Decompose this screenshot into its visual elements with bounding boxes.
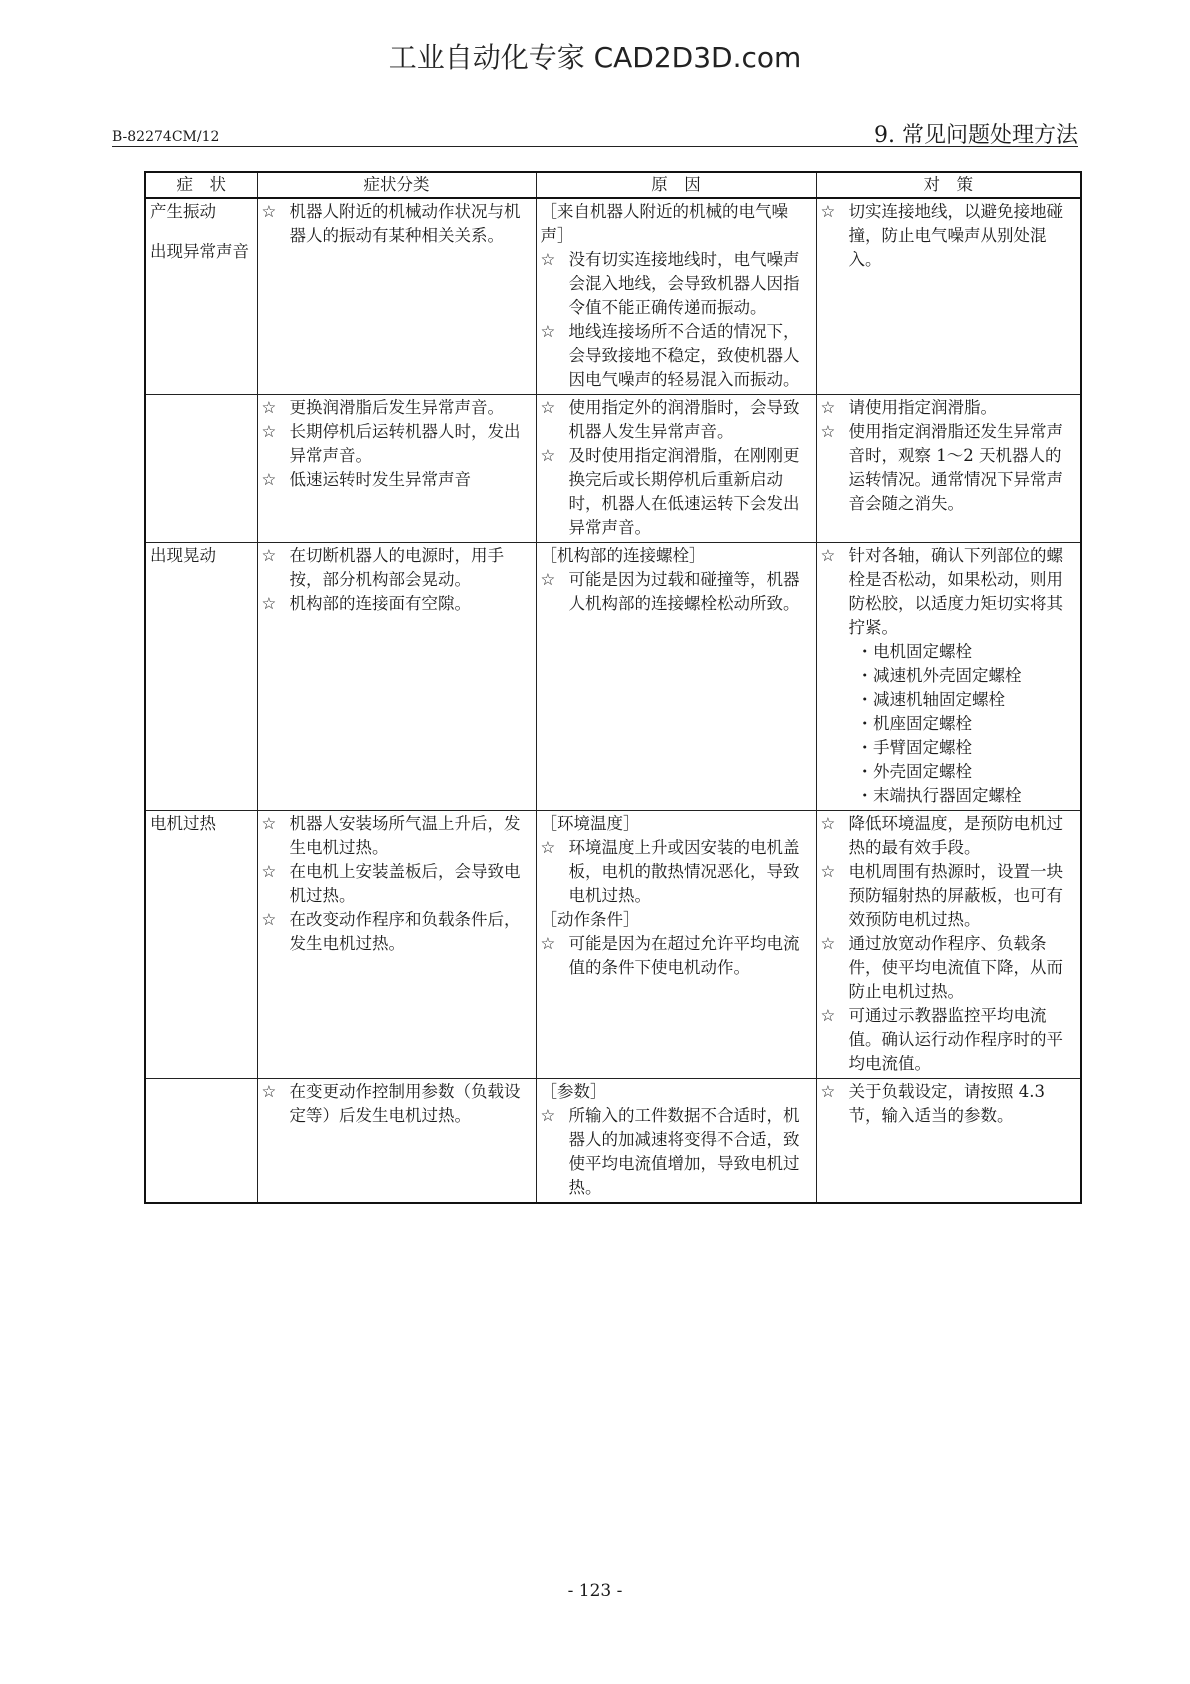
- list-item: [541, 396, 812, 444]
- cause-cell: [536, 395, 816, 543]
- star-icon: ☆: [820, 1006, 836, 1025]
- star-icon: ☆: [540, 398, 556, 417]
- cause-text: 可能是因为过载和碰撞等，机器人机构部的连接螺栓松动所致。: [568, 570, 800, 613]
- classification-text: 机器人安装场所气温上升后，发生电机过热。: [289, 814, 521, 857]
- classification-text: 机器人附近的机械动作状况与机器人的振动有某种相关关系。: [289, 202, 521, 245]
- star-icon: ☆: [540, 570, 556, 589]
- list-item: [821, 1080, 1077, 1128]
- list-item: [262, 544, 532, 592]
- list-item: [541, 1104, 812, 1200]
- cause-text: 地线连接场所不合适的情况下，会导致接地不稳定，致使机器人因电气噪声的轻易混入而振动。: [568, 322, 800, 389]
- symptom-cell-continued: [145, 395, 257, 543]
- countermeasure-cell: [816, 1079, 1081, 1204]
- bolt-list-item: ・机座固定螺栓: [856, 714, 972, 733]
- list-item: [821, 812, 1077, 860]
- list-item: [541, 248, 812, 320]
- cause-cell: [536, 198, 816, 395]
- star-icon: ☆: [540, 1106, 556, 1125]
- countermeasure-cell: [816, 543, 1081, 811]
- list-item: [541, 320, 812, 392]
- star-icon: ☆: [820, 202, 836, 221]
- symptom-text: 出现异常声音: [150, 242, 249, 261]
- chapter-title: 9. 常见问题处理方法: [874, 123, 1078, 148]
- list-item: [262, 396, 532, 420]
- symptom-cell: [145, 543, 257, 811]
- list-item: [262, 908, 532, 956]
- table-row: [145, 811, 1081, 1079]
- classification-text: 在变更动作控制用参数（负载设定等）后发生电机过热。: [289, 1082, 521, 1125]
- symptom-text: 产生振动: [150, 202, 216, 221]
- countermeasure-cell: [816, 198, 1081, 395]
- list-item: [821, 420, 1077, 516]
- list-item: [541, 836, 812, 908]
- list-item: [541, 932, 812, 980]
- header-rule: [112, 146, 1078, 147]
- star-icon: ☆: [820, 1082, 836, 1101]
- bolt-list-item: ・外壳固定螺栓: [856, 762, 972, 781]
- star-icon: ☆: [540, 322, 556, 341]
- list-item: [262, 812, 532, 860]
- symptom-cell: [145, 811, 257, 1079]
- classification-text: 长期停机后运转机器人时，发出异常声音。: [289, 422, 521, 465]
- star-icon: ☆: [540, 446, 556, 465]
- countermeasure-text: 关于负载设定，请按照 4.3 节，输入适当的参数。: [848, 1082, 1045, 1125]
- countermeasure-text: 请使用指定润滑脂。: [848, 398, 997, 417]
- list-item: [821, 396, 1077, 420]
- header-countermeasure: 对 策: [816, 172, 1081, 198]
- list-item: [262, 200, 532, 248]
- classification-text: 低速运转时发生异常声音: [289, 470, 471, 489]
- star-icon: ☆: [261, 422, 277, 441]
- countermeasure-text: 针对各轴，确认下列部位的螺栓是否松动，如果松动，则用防松胶，以适度力矩切实将其拧紧。: [848, 546, 1063, 637]
- list-item: [541, 568, 812, 616]
- cause-text: 环境温度上升或因安装的电机盖板，电机的散热情况恶化，导致电机过热。: [568, 838, 800, 905]
- star-icon: ☆: [820, 398, 836, 417]
- table-row: [145, 543, 1081, 811]
- list-item: [821, 932, 1077, 1004]
- bolt-list-item: ・电机固定螺栓: [856, 642, 972, 661]
- bolt-list: [821, 640, 1077, 808]
- star-icon: ☆: [820, 862, 836, 881]
- symptom-cell: [145, 198, 257, 395]
- classification-text: 机构部的连接面有空隙。: [289, 594, 471, 613]
- star-icon: ☆: [261, 814, 277, 833]
- star-icon: ☆: [261, 910, 277, 929]
- countermeasure-cell: [816, 395, 1081, 543]
- cause-text: 使用指定外的润滑脂时，会导致机器人发生异常声音。: [568, 398, 800, 441]
- classification-cell: [257, 198, 536, 395]
- cause-section-title: ［环境温度］: [540, 814, 640, 833]
- star-icon: ☆: [820, 546, 836, 565]
- countermeasure-text: 可通过示教器监控平均电流值。确认运行动作程序时的平均电流值。: [848, 1006, 1063, 1073]
- symptom-text: 电机过热: [150, 814, 216, 833]
- list-item: [262, 860, 532, 908]
- troubleshooting-table: [144, 171, 1082, 1204]
- countermeasure-text: 使用指定润滑脂还发生异常声音时，观察 1～2 天机器人的运转情况。通常情况下异常声音会随之消失。: [848, 422, 1063, 513]
- cause-text: 没有切实连接地线时，电气噪声会混入地线，会导致机器人因指令值不能正确传递而振动。: [568, 250, 800, 317]
- cause-section-title: ［参数］: [540, 1082, 607, 1101]
- list-item: [262, 468, 532, 492]
- star-icon: ☆: [540, 838, 556, 857]
- classification-text: 更换润滑脂后发生异常声音。: [289, 398, 504, 417]
- bolt-list-item: ・末端执行器固定螺栓: [856, 786, 1022, 805]
- list-item: [541, 444, 812, 540]
- star-icon: ☆: [261, 594, 277, 613]
- table-row: [145, 1079, 1081, 1204]
- table-row: [145, 395, 1081, 543]
- star-icon: ☆: [820, 422, 836, 441]
- bolt-list-item: ・减速机轴固定螺栓: [856, 690, 1005, 709]
- page-number: - 123 -: [567, 1581, 623, 1601]
- list-item: [821, 1004, 1077, 1076]
- table-header-row: [145, 172, 1081, 198]
- cause-cell: [536, 1079, 816, 1204]
- list-item: [262, 420, 532, 468]
- classification-cell: [257, 811, 536, 1079]
- cause-section-title: ［动作条件］: [540, 910, 640, 929]
- star-icon: ☆: [820, 814, 836, 833]
- cause-text: 所输入的工件数据不合适时，机器人的加减速将变得不合适，致使平均电流值增加，导致电机过热。: [568, 1106, 800, 1197]
- header-cause: 原 因: [536, 172, 816, 198]
- header-symptom: 症 状: [145, 172, 257, 198]
- star-icon: ☆: [261, 398, 277, 417]
- classification-text: 在改变动作程序和负载条件后，发生电机过热。: [289, 910, 521, 953]
- list-item: [821, 200, 1077, 272]
- cause-text: 及时使用指定润滑脂，在刚刚更换完后或长期停机后重新启动时，机器人在低速运转下会发出异常声音。: [568, 446, 800, 537]
- classification-cell: [257, 1079, 536, 1204]
- classification-cell: [257, 543, 536, 811]
- star-icon: ☆: [540, 934, 556, 953]
- countermeasure-cell: [816, 811, 1081, 1079]
- star-icon: ☆: [820, 934, 836, 953]
- star-icon: ☆: [261, 862, 277, 881]
- table-row: [145, 198, 1081, 395]
- list-item: [262, 592, 532, 616]
- list-item: [262, 1080, 532, 1128]
- header-classification: 症状分类: [257, 172, 536, 198]
- countermeasure-text: 降低环境温度，是预防电机过热的最有效手段。: [848, 814, 1063, 857]
- cause-cell: [536, 811, 816, 1079]
- list-item: [821, 544, 1077, 640]
- countermeasure-text: 电机周围有热源时，设置一块预防辐射热的屏蔽板，也可有效预防电机过热。: [848, 862, 1063, 929]
- symptom-cell-continued: [145, 1079, 257, 1204]
- star-icon: ☆: [540, 250, 556, 269]
- classification-text: 在切断机器人的电源时，用手按，部分机构部会晃动。: [289, 546, 504, 589]
- countermeasure-text: 通过放宽动作程序、负载条件，使平均电流值下降，从而防止电机过热。: [848, 934, 1063, 1001]
- cause-text: 可能是因为在超过允许平均电流值的条件下使电机动作。: [568, 934, 800, 977]
- cause-section-title: ［机构部的连接螺栓］: [540, 546, 706, 565]
- symptom-text: 出现晃动: [150, 546, 216, 565]
- bolt-list-item: ・减速机外壳固定螺栓: [856, 666, 1022, 685]
- star-icon: ☆: [261, 546, 277, 565]
- classification-text: 在电机上安装盖板后，会导致电机过热。: [289, 862, 521, 905]
- cause-cell: [536, 543, 816, 811]
- star-icon: ☆: [261, 202, 277, 221]
- list-item: [821, 860, 1077, 932]
- countermeasure-text: 切实连接地线，以避免接地碰撞，防止电气噪声从别处混入。: [848, 202, 1063, 269]
- bolt-list-item: ・手臂固定螺栓: [856, 738, 972, 757]
- star-icon: ☆: [261, 1082, 277, 1101]
- star-icon: ☆: [261, 470, 277, 489]
- cause-section-title: ［来自机器人附近的机械的电气噪声］: [540, 202, 788, 245]
- watermark-text: 工业自动化专家 CAD2D3D.com: [388, 41, 802, 74]
- classification-cell: [257, 395, 536, 543]
- document-id: B-82274CM/12: [112, 129, 220, 145]
